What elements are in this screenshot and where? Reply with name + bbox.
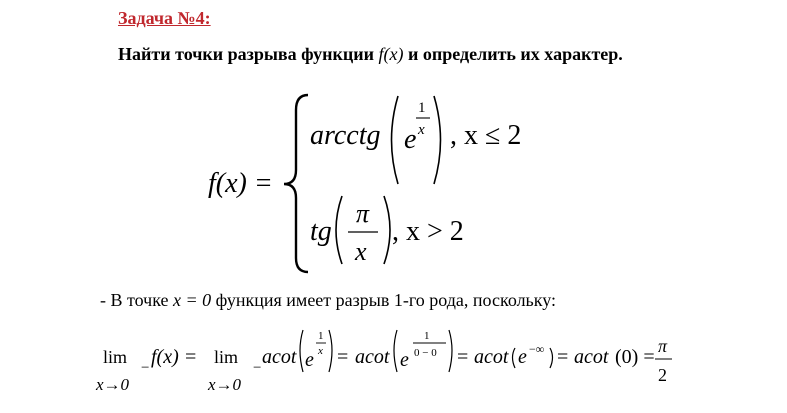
step4-acot: acot xyxy=(574,346,609,368)
step3-base: e xyxy=(518,346,527,368)
step3-right-paren xyxy=(550,348,553,368)
step2-exponent-denominator: 0 − 0 xyxy=(414,347,437,359)
limit2-exponent-numerator: 1 xyxy=(318,330,324,342)
case1-base: e xyxy=(404,124,417,155)
statement-function: f(x) xyxy=(378,44,404,64)
step2-acot: acot xyxy=(355,346,390,368)
limit1-subscript: x→0 xyxy=(96,375,130,394)
step4-argument: (0) = xyxy=(615,346,655,368)
case2-numerator: π xyxy=(356,199,370,228)
case1-function: arcctg xyxy=(310,120,381,151)
limit2-right-paren xyxy=(329,330,332,372)
limit1-function: f(x) = xyxy=(151,346,198,368)
limit2-lim: lim xyxy=(214,347,239,367)
limit2-exponent-denominator: x xyxy=(318,345,323,357)
result-denominator: 2 xyxy=(658,365,667,385)
equals-3: = xyxy=(557,346,569,368)
limit1-side: − xyxy=(141,360,150,376)
statement-suffix: и определить их характер. xyxy=(408,44,623,64)
task-title: Задача №4: xyxy=(118,8,211,28)
statement-prefix: Найти точки разрыва функции xyxy=(118,44,375,64)
case1-left-paren xyxy=(392,96,399,184)
explanation-suffix: функция имеет разрыв 1-го рода, поскольку: xyxy=(215,290,557,310)
limit2-base: e xyxy=(305,349,314,371)
limit1-lim: lim xyxy=(103,347,128,367)
step3-left-paren xyxy=(513,348,516,368)
case1-exponent-denominator: x xyxy=(418,122,425,138)
step2-base: e xyxy=(400,349,409,371)
limit2-subscript: x→0 xyxy=(208,375,242,394)
limit2-acot: acot xyxy=(262,346,297,368)
equals-1: = xyxy=(337,346,349,368)
case2-function: tg xyxy=(310,216,332,247)
case1-condition: , x ≤ 2 xyxy=(450,120,522,151)
limit2-left-paren xyxy=(300,330,303,372)
explanation-line xyxy=(100,290,556,311)
limit2-side: − xyxy=(253,360,262,376)
step3-acot: acot xyxy=(474,346,509,368)
equals-2: = xyxy=(457,346,469,368)
case1-exponent-numerator: 1 xyxy=(418,100,426,116)
step2-exponent-numerator: 1 xyxy=(424,330,430,342)
system-brace xyxy=(284,95,308,272)
case1-right-paren xyxy=(434,96,441,184)
step2-right-paren xyxy=(449,330,452,372)
explanation-prefix: - В точке xyxy=(100,290,169,310)
explanation-point: x = 0 xyxy=(173,290,212,310)
function-lhs: f(x) = xyxy=(208,168,273,199)
step2-left-paren xyxy=(394,330,397,372)
case2-right-paren xyxy=(384,196,390,264)
result-numerator: π xyxy=(658,336,668,356)
case2-denominator: x xyxy=(355,237,367,266)
case2-left-paren xyxy=(336,196,342,264)
case2-condition: , x > 2 xyxy=(392,216,464,247)
step3-exponent: −∞ xyxy=(529,342,545,356)
